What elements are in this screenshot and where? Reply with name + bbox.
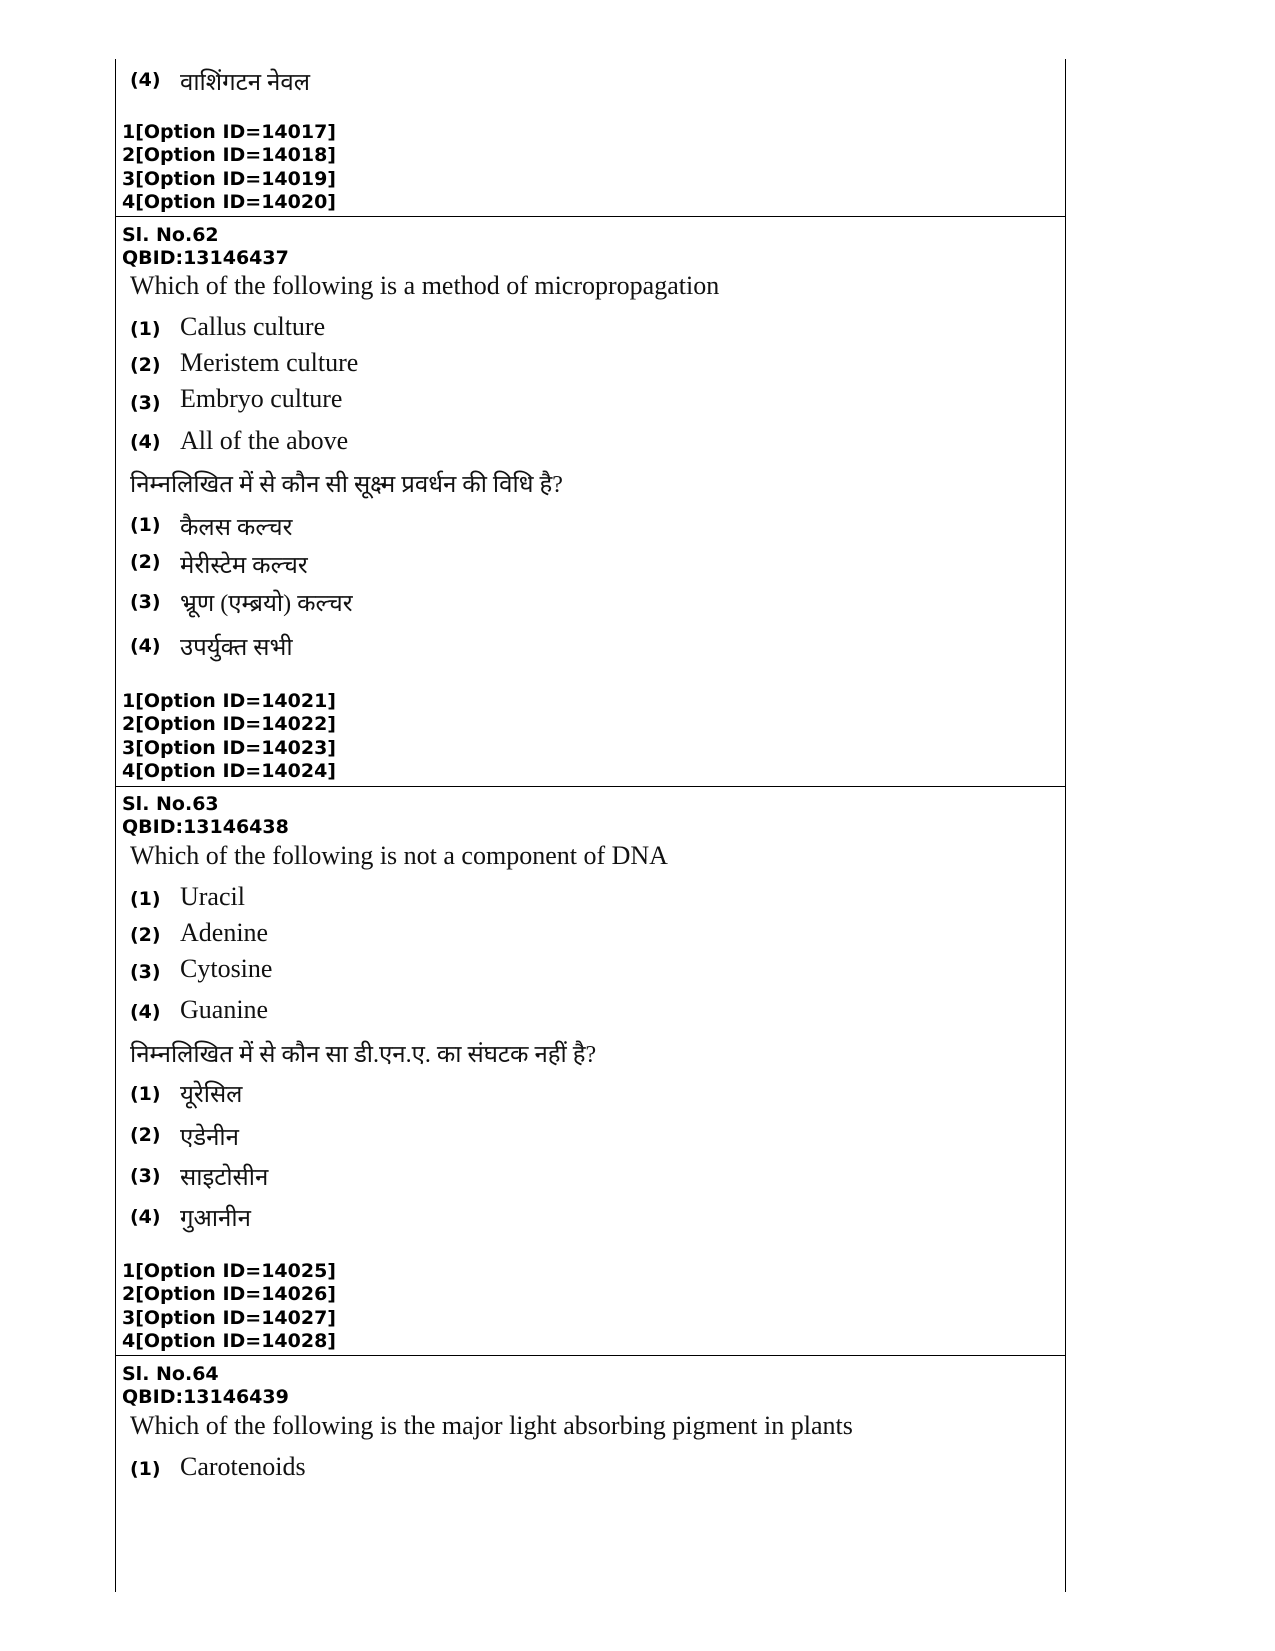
option-number: (2) [130, 354, 161, 376]
option-text-english: Callus culture [180, 312, 326, 341]
option-number: (3) [130, 1165, 161, 1187]
option-text-hindi: साइटोसीन [180, 1165, 269, 1191]
option-id: 3[Option ID=14027] [122, 1306, 336, 1329]
option-number: (3) [130, 591, 161, 613]
option-id: 4[Option ID=14024] [122, 760, 336, 783]
option-id: 3[Option ID=14019] [122, 167, 336, 190]
question-text-hindi: निम्नलिखित में से कौन सा डी.एन.ए. का संघटक नहीं है? [130, 1042, 597, 1068]
option-text-hindi: उपर्युक्त सभी [180, 635, 293, 661]
qbid: QBID:13146437 [122, 247, 289, 270]
option-text-english: Embryo culture [180, 384, 343, 413]
option-id-list [122, 121, 336, 215]
option-number: (2) [130, 1124, 161, 1146]
option-number: (4) [130, 1001, 161, 1023]
option-number: (1) [130, 318, 161, 340]
qbid: QBID:13146438 [122, 816, 289, 839]
option-id: 3[Option ID=14023] [122, 736, 336, 759]
option-text-hindi: यूरेसिल [180, 1082, 243, 1108]
option-id-list [122, 1260, 336, 1354]
option-text-english: Uracil [180, 882, 245, 911]
option-text-english: Meristem culture [180, 348, 359, 377]
serial-number: Sl. No.62 [122, 224, 219, 246]
option-text-hindi: एडेनीन [180, 1125, 239, 1151]
divider [116, 216, 1065, 217]
option-text-hindi: वाशिंगटन नेवल [180, 70, 310, 96]
option-text-hindi: कैलस कल्चर [180, 515, 293, 541]
option-id: 1[Option ID=14021] [122, 690, 336, 712]
question-sheet [115, 59, 1066, 1592]
question-header [122, 1363, 289, 1410]
option-text-hindi: मेरीस्टेम कल्चर [180, 553, 308, 579]
question-header [122, 224, 289, 271]
option-number: (1) [130, 1458, 161, 1480]
option-text-hindi: भ्रूण (एम्ब्रयो) कल्चर [180, 591, 353, 617]
question-text-english: Which of the following is a method of micropropagation [130, 271, 720, 300]
qbid: QBID:13146439 [122, 1386, 289, 1409]
option-number: (4) [130, 69, 161, 91]
option-number: (4) [130, 1206, 161, 1228]
option-number: (3) [130, 961, 161, 983]
option-text-english: Carotenoids [180, 1452, 306, 1481]
question-text-hindi: निम्नलिखित में से कौन सी सूक्ष्म प्रवर्धन की विधि है? [130, 472, 563, 498]
option-id: 1[Option ID=14017] [122, 121, 336, 143]
serial-number: Sl. No.64 [122, 1363, 219, 1385]
option-id: 2[Option ID=14018] [122, 144, 336, 167]
divider [116, 1355, 1065, 1356]
option-number: (1) [130, 1083, 161, 1105]
option-text-english: Guanine [180, 995, 269, 1024]
option-id: 4[Option ID=14020] [122, 191, 336, 214]
option-number: (4) [130, 635, 161, 657]
option-number: (2) [130, 551, 161, 573]
option-id: 2[Option ID=14022] [122, 713, 336, 736]
option-number: (1) [130, 514, 161, 536]
option-id-list [122, 690, 336, 784]
option-text-english: Adenine [180, 918, 269, 947]
option-number: (3) [130, 392, 161, 414]
question-text-english: Which of the following is not a component of DNA [130, 841, 668, 870]
serial-number: Sl. No.63 [122, 793, 219, 815]
option-number: (2) [130, 924, 161, 946]
option-id: 1[Option ID=14025] [122, 1260, 336, 1282]
option-number: (4) [130, 431, 161, 453]
divider [116, 786, 1065, 787]
question-text-english: Which of the following is the major light absorbing pigment in plants [130, 1411, 853, 1440]
option-text-english: All of the above [180, 426, 349, 455]
option-id: 2[Option ID=14026] [122, 1283, 336, 1306]
question-header [122, 793, 289, 840]
option-text-english: Cytosine [180, 954, 273, 983]
option-text-hindi: गुआनीन [180, 1206, 251, 1232]
option-id: 4[Option ID=14028] [122, 1330, 336, 1353]
option-number: (1) [130, 888, 161, 910]
